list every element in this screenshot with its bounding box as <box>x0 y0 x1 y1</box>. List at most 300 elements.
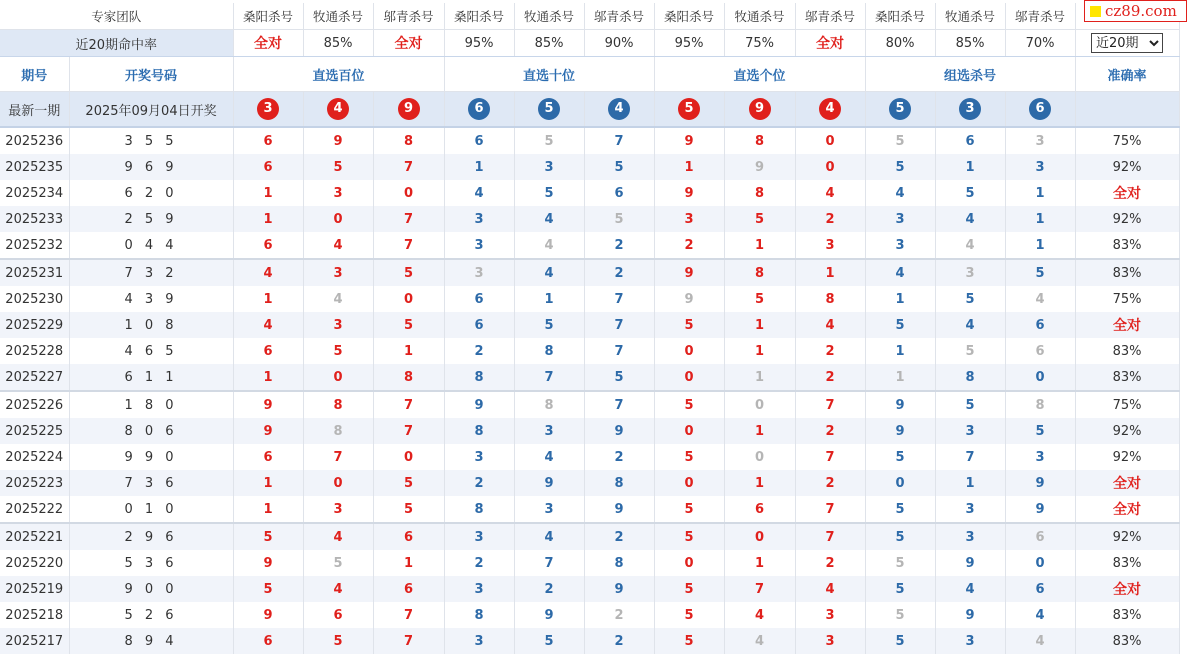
kill-number: 3 <box>514 496 584 523</box>
kill-number: 5 <box>514 628 584 654</box>
kill-number: 6 <box>724 496 795 523</box>
kill-number: 0 <box>1005 364 1075 391</box>
kill-number: 1 <box>514 286 584 312</box>
row-period: 2025226 <box>0 391 69 418</box>
row-period: 2025224 <box>0 444 69 470</box>
kill-number: 3 <box>444 206 514 232</box>
kill-number: 4 <box>935 312 1005 338</box>
hit-rate-value: 95% <box>464 35 494 51</box>
table-row <box>0 232 1179 259</box>
row-draw: 9 0 0 <box>69 576 233 602</box>
kill-number: 5 <box>654 444 724 470</box>
row-accuracy: 92% <box>1075 418 1179 444</box>
kill-number: 5 <box>724 286 795 312</box>
kill-number: 8 <box>303 418 373 444</box>
kill-number: 3 <box>444 444 514 470</box>
latest-ball-cell <box>233 92 303 128</box>
expert-name: 牧通杀号 <box>724 3 795 30</box>
row-accuracy: 全对 <box>1075 312 1179 338</box>
period-select[interactable] <box>1091 33 1163 53</box>
hit-rate-value: 90% <box>604 35 634 51</box>
latest-ball: 4 <box>608 98 630 120</box>
kill-number: 3 <box>303 180 373 206</box>
kill-number: 2 <box>584 444 654 470</box>
kill-number: 7 <box>373 232 444 259</box>
hit-rate <box>724 30 795 57</box>
kill-number: 3 <box>303 259 373 286</box>
kill-number: 1 <box>373 550 444 576</box>
latest-ball: 4 <box>819 98 841 120</box>
hit-rate-value: 80% <box>885 35 915 51</box>
row-draw: 4 3 9 <box>69 286 233 312</box>
latest-date: 2025年09月04日开奖 <box>69 92 233 128</box>
kill-number: 9 <box>654 259 724 286</box>
group-hundreds: 直选百位 <box>233 57 444 92</box>
row-period: 2025231 <box>0 259 69 286</box>
latest-ball-cell <box>935 92 1005 128</box>
kill-number: 5 <box>373 312 444 338</box>
kill-number: 8 <box>303 391 373 418</box>
kill-number: 9 <box>654 180 724 206</box>
kill-number: 7 <box>584 286 654 312</box>
latest-ball: 3 <box>959 98 981 120</box>
row-accuracy: 83% <box>1075 602 1179 628</box>
kill-number: 5 <box>935 180 1005 206</box>
kill-number: 5 <box>724 206 795 232</box>
kill-number: 6 <box>233 154 303 180</box>
kill-number: 1 <box>233 364 303 391</box>
latest-ball-cell <box>303 92 373 128</box>
row-accuracy: 83% <box>1075 232 1179 259</box>
latest-row <box>0 92 1179 128</box>
row-accuracy: 83% <box>1075 364 1179 391</box>
table-row <box>0 127 1179 154</box>
kill-number: 0 <box>865 470 935 496</box>
expert-name: 桑阳杀号 <box>865 3 935 30</box>
kill-number: 3 <box>303 312 373 338</box>
expert-name: 牧通杀号 <box>935 3 1005 30</box>
kill-number: 3 <box>935 628 1005 654</box>
kill-number: 5 <box>233 523 303 550</box>
kill-number: 5 <box>865 628 935 654</box>
kill-number: 4 <box>303 523 373 550</box>
kill-number: 1 <box>724 312 795 338</box>
kill-number: 7 <box>795 391 865 418</box>
kill-number: 5 <box>373 259 444 286</box>
row-accuracy: 75% <box>1075 391 1179 418</box>
kill-number: 0 <box>373 286 444 312</box>
row-period: 2025236 <box>0 127 69 154</box>
row-period: 2025223 <box>0 470 69 496</box>
kill-number: 3 <box>444 523 514 550</box>
kill-number: 4 <box>1005 602 1075 628</box>
kill-number: 8 <box>724 127 795 154</box>
logo-text: cz89.com <box>1105 2 1177 20</box>
kill-number: 7 <box>795 496 865 523</box>
kill-number: 8 <box>514 338 584 364</box>
kill-number: 0 <box>795 127 865 154</box>
kill-number: 3 <box>514 418 584 444</box>
kill-number: 2 <box>795 206 865 232</box>
row-period: 2025222 <box>0 496 69 523</box>
hit-rate-value: 全对 <box>394 36 423 52</box>
kill-number: 5 <box>865 496 935 523</box>
table-row <box>0 576 1179 602</box>
table-row <box>0 391 1179 418</box>
expert-name: 牧通杀号 <box>303 3 373 30</box>
kill-number: 1 <box>865 338 935 364</box>
latest-ball-cell <box>865 92 935 128</box>
kill-number: 8 <box>444 602 514 628</box>
kill-number: 9 <box>514 602 584 628</box>
kill-number: 9 <box>935 550 1005 576</box>
hit-rate <box>865 30 935 57</box>
hit-rate-value: 全对 <box>254 36 283 52</box>
kill-number: 2 <box>795 550 865 576</box>
kill-number: 6 <box>1005 576 1075 602</box>
kill-number: 5 <box>865 523 935 550</box>
kill-number: 5 <box>654 391 724 418</box>
table-row <box>0 550 1179 576</box>
kill-number: 5 <box>584 206 654 232</box>
kill-number: 2 <box>584 628 654 654</box>
kill-number: 3 <box>1005 444 1075 470</box>
kill-number: 2 <box>514 576 584 602</box>
latest-ball-cell <box>724 92 795 128</box>
latest-ball: 5 <box>889 98 911 120</box>
row-accuracy: 83% <box>1075 550 1179 576</box>
row-period: 2025220 <box>0 550 69 576</box>
row-period: 2025219 <box>0 576 69 602</box>
kill-number: 0 <box>303 206 373 232</box>
kill-number: 0 <box>303 364 373 391</box>
row-period: 2025232 <box>0 232 69 259</box>
latest-ball: 5 <box>678 98 700 120</box>
kill-number: 9 <box>654 127 724 154</box>
latest-ball-cell <box>444 92 514 128</box>
latest-ball: 5 <box>538 98 560 120</box>
row-accuracy: 75% <box>1075 127 1179 154</box>
kill-number: 9 <box>935 602 1005 628</box>
kill-number: 2 <box>444 550 514 576</box>
kill-number: 0 <box>654 550 724 576</box>
kill-number: 5 <box>303 154 373 180</box>
hit-rate-value: 70% <box>1025 35 1055 51</box>
kill-number: 5 <box>514 127 584 154</box>
kill-number: 9 <box>1005 496 1075 523</box>
kill-number: 3 <box>514 154 584 180</box>
kill-number: 5 <box>373 470 444 496</box>
row-draw: 4 6 5 <box>69 338 233 364</box>
row-accuracy: 全对 <box>1075 576 1179 602</box>
kill-number: 5 <box>865 127 935 154</box>
kill-number: 1 <box>1005 206 1075 232</box>
group-tens: 直选十位 <box>444 57 654 92</box>
kill-number: 1 <box>233 286 303 312</box>
kill-number: 9 <box>514 470 584 496</box>
kill-number: 2 <box>795 418 865 444</box>
kill-number: 5 <box>865 312 935 338</box>
kill-number: 8 <box>935 364 1005 391</box>
kill-number: 2 <box>795 470 865 496</box>
kill-number: 1 <box>724 550 795 576</box>
hit-rate-value: 75% <box>745 35 774 51</box>
hit-rate <box>373 30 444 57</box>
kill-number: 5 <box>584 154 654 180</box>
kill-number: 9 <box>303 127 373 154</box>
kill-number: 0 <box>373 180 444 206</box>
row-accuracy: 75% <box>1075 286 1179 312</box>
row-accuracy: 92% <box>1075 523 1179 550</box>
col-period: 期号 <box>0 57 69 92</box>
kill-number: 2 <box>795 338 865 364</box>
table-row <box>0 496 1179 523</box>
kill-number: 5 <box>584 364 654 391</box>
row-draw: 9 9 0 <box>69 444 233 470</box>
kill-number: 5 <box>1005 418 1075 444</box>
hit-rate-value: 85% <box>955 35 985 51</box>
row-accuracy: 全对 <box>1075 470 1179 496</box>
row-accuracy: 92% <box>1075 206 1179 232</box>
table-row <box>0 418 1179 444</box>
kill-number: 9 <box>584 576 654 602</box>
kill-number: 1 <box>654 154 724 180</box>
col-draw: 开奖号码 <box>69 57 233 92</box>
hit-rate <box>654 30 724 57</box>
kill-number: 4 <box>1005 628 1075 654</box>
row-draw: 9 6 9 <box>69 154 233 180</box>
expert-name: 桑阳杀号 <box>654 3 724 30</box>
kill-number: 7 <box>373 154 444 180</box>
row-accuracy: 83% <box>1075 338 1179 364</box>
kill-number: 7 <box>584 127 654 154</box>
kill-number: 9 <box>724 154 795 180</box>
row-period: 2025234 <box>0 180 69 206</box>
kill-number: 9 <box>865 391 935 418</box>
kill-number: 4 <box>935 206 1005 232</box>
kill-number: 6 <box>1005 523 1075 550</box>
kill-number: 3 <box>654 206 724 232</box>
kill-number: 7 <box>373 391 444 418</box>
site-logo[interactable] <box>1084 0 1187 22</box>
kill-number: 4 <box>514 259 584 286</box>
kill-number: 3 <box>935 259 1005 286</box>
latest-ball-cell <box>584 92 654 128</box>
kill-number: 7 <box>724 576 795 602</box>
kill-number: 4 <box>935 232 1005 259</box>
row-draw: 7 3 6 <box>69 470 233 496</box>
row-draw: 5 2 6 <box>69 602 233 628</box>
kill-number: 4 <box>514 523 584 550</box>
latest-ball-cell <box>654 92 724 128</box>
kill-number: 1 <box>724 364 795 391</box>
kill-number: 4 <box>795 576 865 602</box>
kill-number: 0 <box>654 470 724 496</box>
hit-rate <box>444 30 514 57</box>
table-row <box>0 180 1179 206</box>
row-period: 2025229 <box>0 312 69 338</box>
expert-name: 桑阳杀号 <box>233 3 303 30</box>
kill-number: 6 <box>373 576 444 602</box>
kill-number: 3 <box>444 576 514 602</box>
kill-number: 5 <box>233 576 303 602</box>
kill-number: 3 <box>865 232 935 259</box>
kill-number: 6 <box>233 628 303 654</box>
kill-number: 5 <box>654 576 724 602</box>
kill-number: 1 <box>724 418 795 444</box>
kill-number: 2 <box>584 232 654 259</box>
kill-number: 4 <box>303 232 373 259</box>
table-row <box>0 470 1179 496</box>
kill-number: 6 <box>233 338 303 364</box>
row-period: 2025230 <box>0 286 69 312</box>
column-header-row <box>0 57 1179 92</box>
table-row <box>0 154 1179 180</box>
latest-ball: 6 <box>468 98 490 120</box>
latest-ball-cell <box>514 92 584 128</box>
row-draw: 5 3 6 <box>69 550 233 576</box>
hit-rate-value: 95% <box>674 35 704 51</box>
kill-number: 5 <box>654 628 724 654</box>
kill-number: 1 <box>935 470 1005 496</box>
kill-number: 3 <box>444 628 514 654</box>
hit-rate <box>584 30 654 57</box>
kill-number: 7 <box>373 206 444 232</box>
kill-number: 2 <box>795 364 865 391</box>
row-accuracy: 83% <box>1075 259 1179 286</box>
expert-name: 邬青杀号 <box>584 3 654 30</box>
kill-number: 7 <box>373 418 444 444</box>
kill-number: 5 <box>654 523 724 550</box>
kill-number: 6 <box>373 523 444 550</box>
kill-number: 8 <box>514 391 584 418</box>
kill-number: 6 <box>1005 338 1075 364</box>
kill-number: 2 <box>444 470 514 496</box>
kill-number: 9 <box>1005 470 1075 496</box>
kill-number: 1 <box>233 496 303 523</box>
kill-number: 0 <box>724 523 795 550</box>
latest-ball: 9 <box>398 98 420 120</box>
row-period: 2025217 <box>0 628 69 654</box>
row-period: 2025233 <box>0 206 69 232</box>
kill-number: 4 <box>444 180 514 206</box>
kill-number: 8 <box>444 418 514 444</box>
row-draw: 0 1 0 <box>69 496 233 523</box>
table-row <box>0 312 1179 338</box>
row-accuracy: 全对 <box>1075 180 1179 206</box>
kill-number: 5 <box>935 391 1005 418</box>
kill-number: 4 <box>514 232 584 259</box>
hit-rate-value: 85% <box>534 35 564 51</box>
kill-number: 7 <box>584 391 654 418</box>
table-row <box>0 286 1179 312</box>
kill-number: 9 <box>865 418 935 444</box>
kill-number: 7 <box>373 628 444 654</box>
kill-number: 0 <box>1005 550 1075 576</box>
kill-number: 5 <box>654 602 724 628</box>
row-draw: 2 5 9 <box>69 206 233 232</box>
kill-number: 2 <box>584 602 654 628</box>
kill-number: 5 <box>303 628 373 654</box>
kill-number: 7 <box>795 444 865 470</box>
kill-number: 4 <box>233 312 303 338</box>
latest-ball: 9 <box>749 98 771 120</box>
row-period: 2025227 <box>0 364 69 391</box>
row-accuracy: 92% <box>1075 444 1179 470</box>
expert-name: 牧通杀号 <box>514 3 584 30</box>
kill-number: 2 <box>584 259 654 286</box>
kill-number: 5 <box>654 496 724 523</box>
kill-number: 4 <box>514 206 584 232</box>
hit-rate <box>1005 30 1075 57</box>
kill-number: 0 <box>795 154 865 180</box>
kill-number: 4 <box>935 576 1005 602</box>
kill-number: 3 <box>935 523 1005 550</box>
kill-number: 5 <box>514 312 584 338</box>
hit-rate <box>935 30 1005 57</box>
row-draw: 6 2 0 <box>69 180 233 206</box>
kill-number: 9 <box>233 418 303 444</box>
group-combo: 组选杀号 <box>865 57 1075 92</box>
kill-number: 1 <box>795 259 865 286</box>
kill-number: 1 <box>1005 180 1075 206</box>
hit-rate-row <box>0 30 1179 57</box>
row-draw: 7 3 2 <box>69 259 233 286</box>
kill-number: 5 <box>1005 259 1075 286</box>
kill-number: 8 <box>724 259 795 286</box>
row-accuracy: 92% <box>1075 154 1179 180</box>
kill-number: 4 <box>795 312 865 338</box>
kill-number: 2 <box>654 232 724 259</box>
kill-number: 8 <box>584 470 654 496</box>
kill-number: 6 <box>444 127 514 154</box>
hit-rate <box>795 30 865 57</box>
row-draw: 1 0 8 <box>69 312 233 338</box>
kill-number: 3 <box>935 418 1005 444</box>
table-row <box>0 523 1179 550</box>
kill-number: 3 <box>1005 127 1075 154</box>
kill-number: 3 <box>444 232 514 259</box>
kill-number: 1 <box>724 338 795 364</box>
kill-number: 0 <box>373 444 444 470</box>
group-units: 直选个位 <box>654 57 865 92</box>
kill-number: 1 <box>444 154 514 180</box>
row-draw: 8 9 4 <box>69 628 233 654</box>
kill-number: 6 <box>444 312 514 338</box>
kill-number: 0 <box>724 391 795 418</box>
kill-number: 1 <box>865 364 935 391</box>
expert-header-row <box>0 3 1179 30</box>
row-draw: 0 4 4 <box>69 232 233 259</box>
period-select-cell <box>1075 30 1179 57</box>
kill-number: 4 <box>724 628 795 654</box>
latest-ball-cell <box>1005 92 1075 128</box>
row-period: 2025235 <box>0 154 69 180</box>
row-draw: 1 8 0 <box>69 391 233 418</box>
kill-number: 7 <box>373 602 444 628</box>
hit-rate-label: 近20期命中率 <box>0 30 233 57</box>
team-label: 专家团队 <box>0 3 233 30</box>
kill-number: 4 <box>865 180 935 206</box>
kill-number: 9 <box>233 602 303 628</box>
latest-ball: 6 <box>1029 98 1051 120</box>
kill-number: 4 <box>514 444 584 470</box>
kill-number: 3 <box>795 232 865 259</box>
hit-rate <box>514 30 584 57</box>
kill-number: 5 <box>865 550 935 576</box>
kill-number: 1 <box>724 232 795 259</box>
kill-number: 6 <box>233 232 303 259</box>
